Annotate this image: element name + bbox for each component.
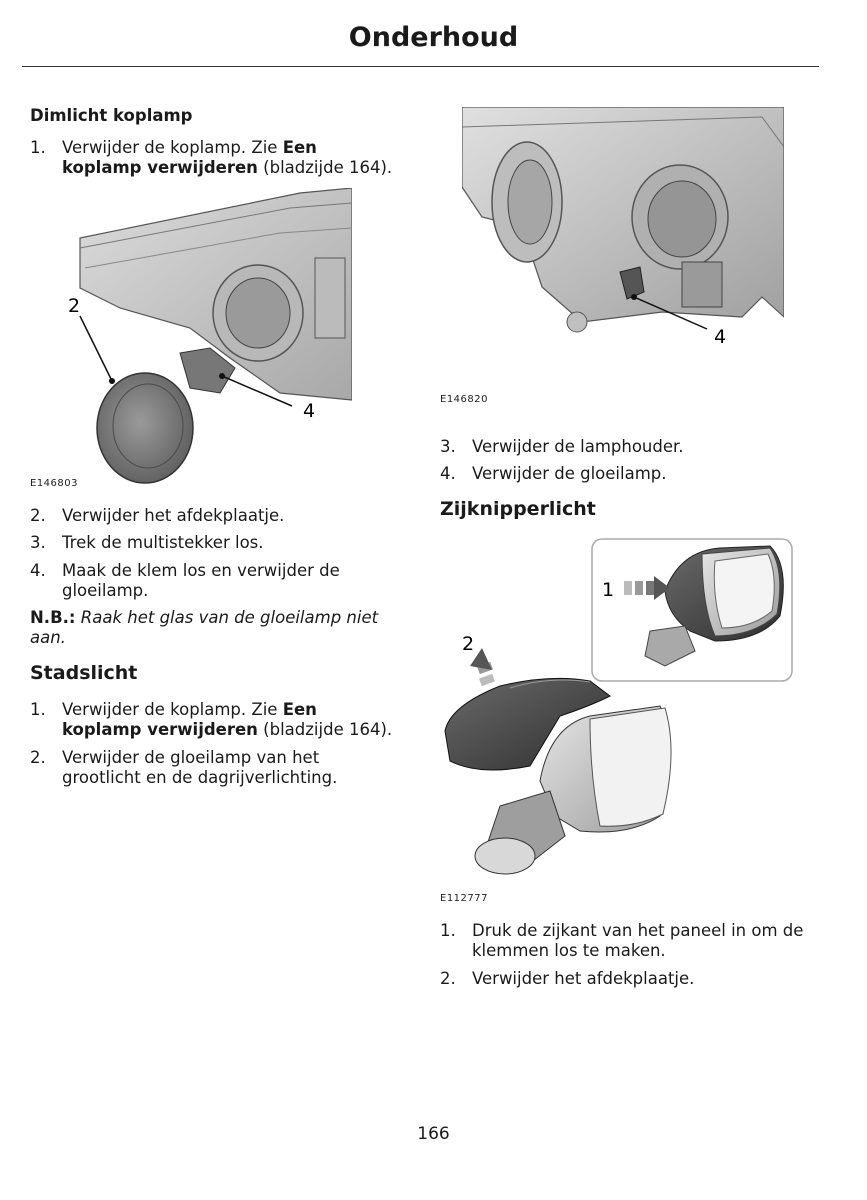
- list-item: [440, 437, 840, 457]
- cross-reference-link[interactable]: Een: [282, 138, 317, 157]
- list-item-text: Verwijder de koplamp. Zie: [62, 700, 283, 719]
- list-item-text: Maak de klem los en verwijder de gloeilamp.: [62, 561, 340, 600]
- figure-code: E146803: [30, 478, 78, 489]
- list-item: [30, 561, 375, 601]
- list-item-text: Verwijder het afdekplaatje.: [62, 506, 285, 525]
- list-item-text: Druk de zijkant van het paneel in om de klemmen los te maken.: [472, 921, 804, 960]
- list-item-number: 1.: [30, 138, 46, 157]
- page-title: Onderhoud: [348, 22, 519, 53]
- header-divider: [22, 66, 819, 67]
- lampholder-illustration: [462, 107, 784, 389]
- callout-label: 2: [68, 295, 81, 317]
- list-item-number: 1.: [440, 921, 456, 940]
- list-item-text: (bladzijde 164).: [257, 720, 393, 739]
- note-label: N.B.:: [30, 608, 76, 627]
- cross-reference-link[interactable]: Een: [282, 700, 317, 719]
- list-item-number: 2.: [440, 969, 456, 988]
- list-item: [30, 700, 415, 740]
- list-item-text: (bladzijde 164).: [257, 158, 393, 177]
- section-heading-stadslicht: Stadslicht: [30, 662, 138, 684]
- figure-headlamp-rear: [30, 188, 352, 488]
- list-item: [30, 506, 415, 526]
- list-item-number: 2.: [30, 748, 46, 767]
- list-item-text: Verwijder de gloeilamp van het grootlicht en de dagrijverlichting.: [62, 748, 338, 787]
- list-item: [30, 748, 360, 788]
- list-item-number: 3.: [30, 533, 46, 552]
- figure-code: E112777: [440, 893, 488, 904]
- list-item-number: 1.: [30, 700, 46, 719]
- callout-label: 2: [462, 633, 475, 655]
- note-text: Raak het glas van de gloeilamp niet aan.: [30, 608, 379, 647]
- section-heading-zijknipperlicht: Zijknipperlicht: [440, 498, 596, 520]
- mirror-illustration: [440, 536, 825, 891]
- list-item-text: Verwijder de koplamp. Zie: [62, 138, 283, 157]
- callout-label: 1: [602, 579, 615, 601]
- figure-lampholder: [462, 107, 784, 389]
- list-item-number: 4.: [30, 561, 46, 580]
- figure-code: E146820: [440, 394, 488, 405]
- list-item-text: Verwijder het afdekplaatje.: [472, 969, 695, 988]
- list-item: [30, 533, 415, 553]
- section-heading-dimlicht: Dimlicht koplamp: [30, 106, 193, 125]
- cross-reference-link[interactable]: koplamp verwijderen: [62, 158, 258, 177]
- callout-label: 4: [303, 400, 316, 422]
- list-item-text: Verwijder de lamphouder.: [472, 437, 684, 456]
- list-item-number: 3.: [440, 437, 456, 456]
- cross-reference-link[interactable]: koplamp verwijderen: [62, 720, 258, 739]
- list-item-text: Trek de multistekker los.: [62, 533, 264, 552]
- list-item: [440, 969, 825, 989]
- page-number: 166: [417, 1124, 450, 1144]
- list-item: [30, 138, 415, 178]
- list-item: [440, 464, 840, 484]
- list-item-text: Verwijder de gloeilamp.: [472, 464, 667, 483]
- headlamp-illustration: [30, 188, 352, 488]
- figure-mirror: [440, 536, 825, 891]
- note: [30, 608, 405, 648]
- callout-label: 4: [714, 326, 727, 348]
- list-item: [440, 921, 825, 961]
- list-item-number: 4.: [440, 464, 456, 483]
- list-item-number: 2.: [30, 506, 46, 525]
